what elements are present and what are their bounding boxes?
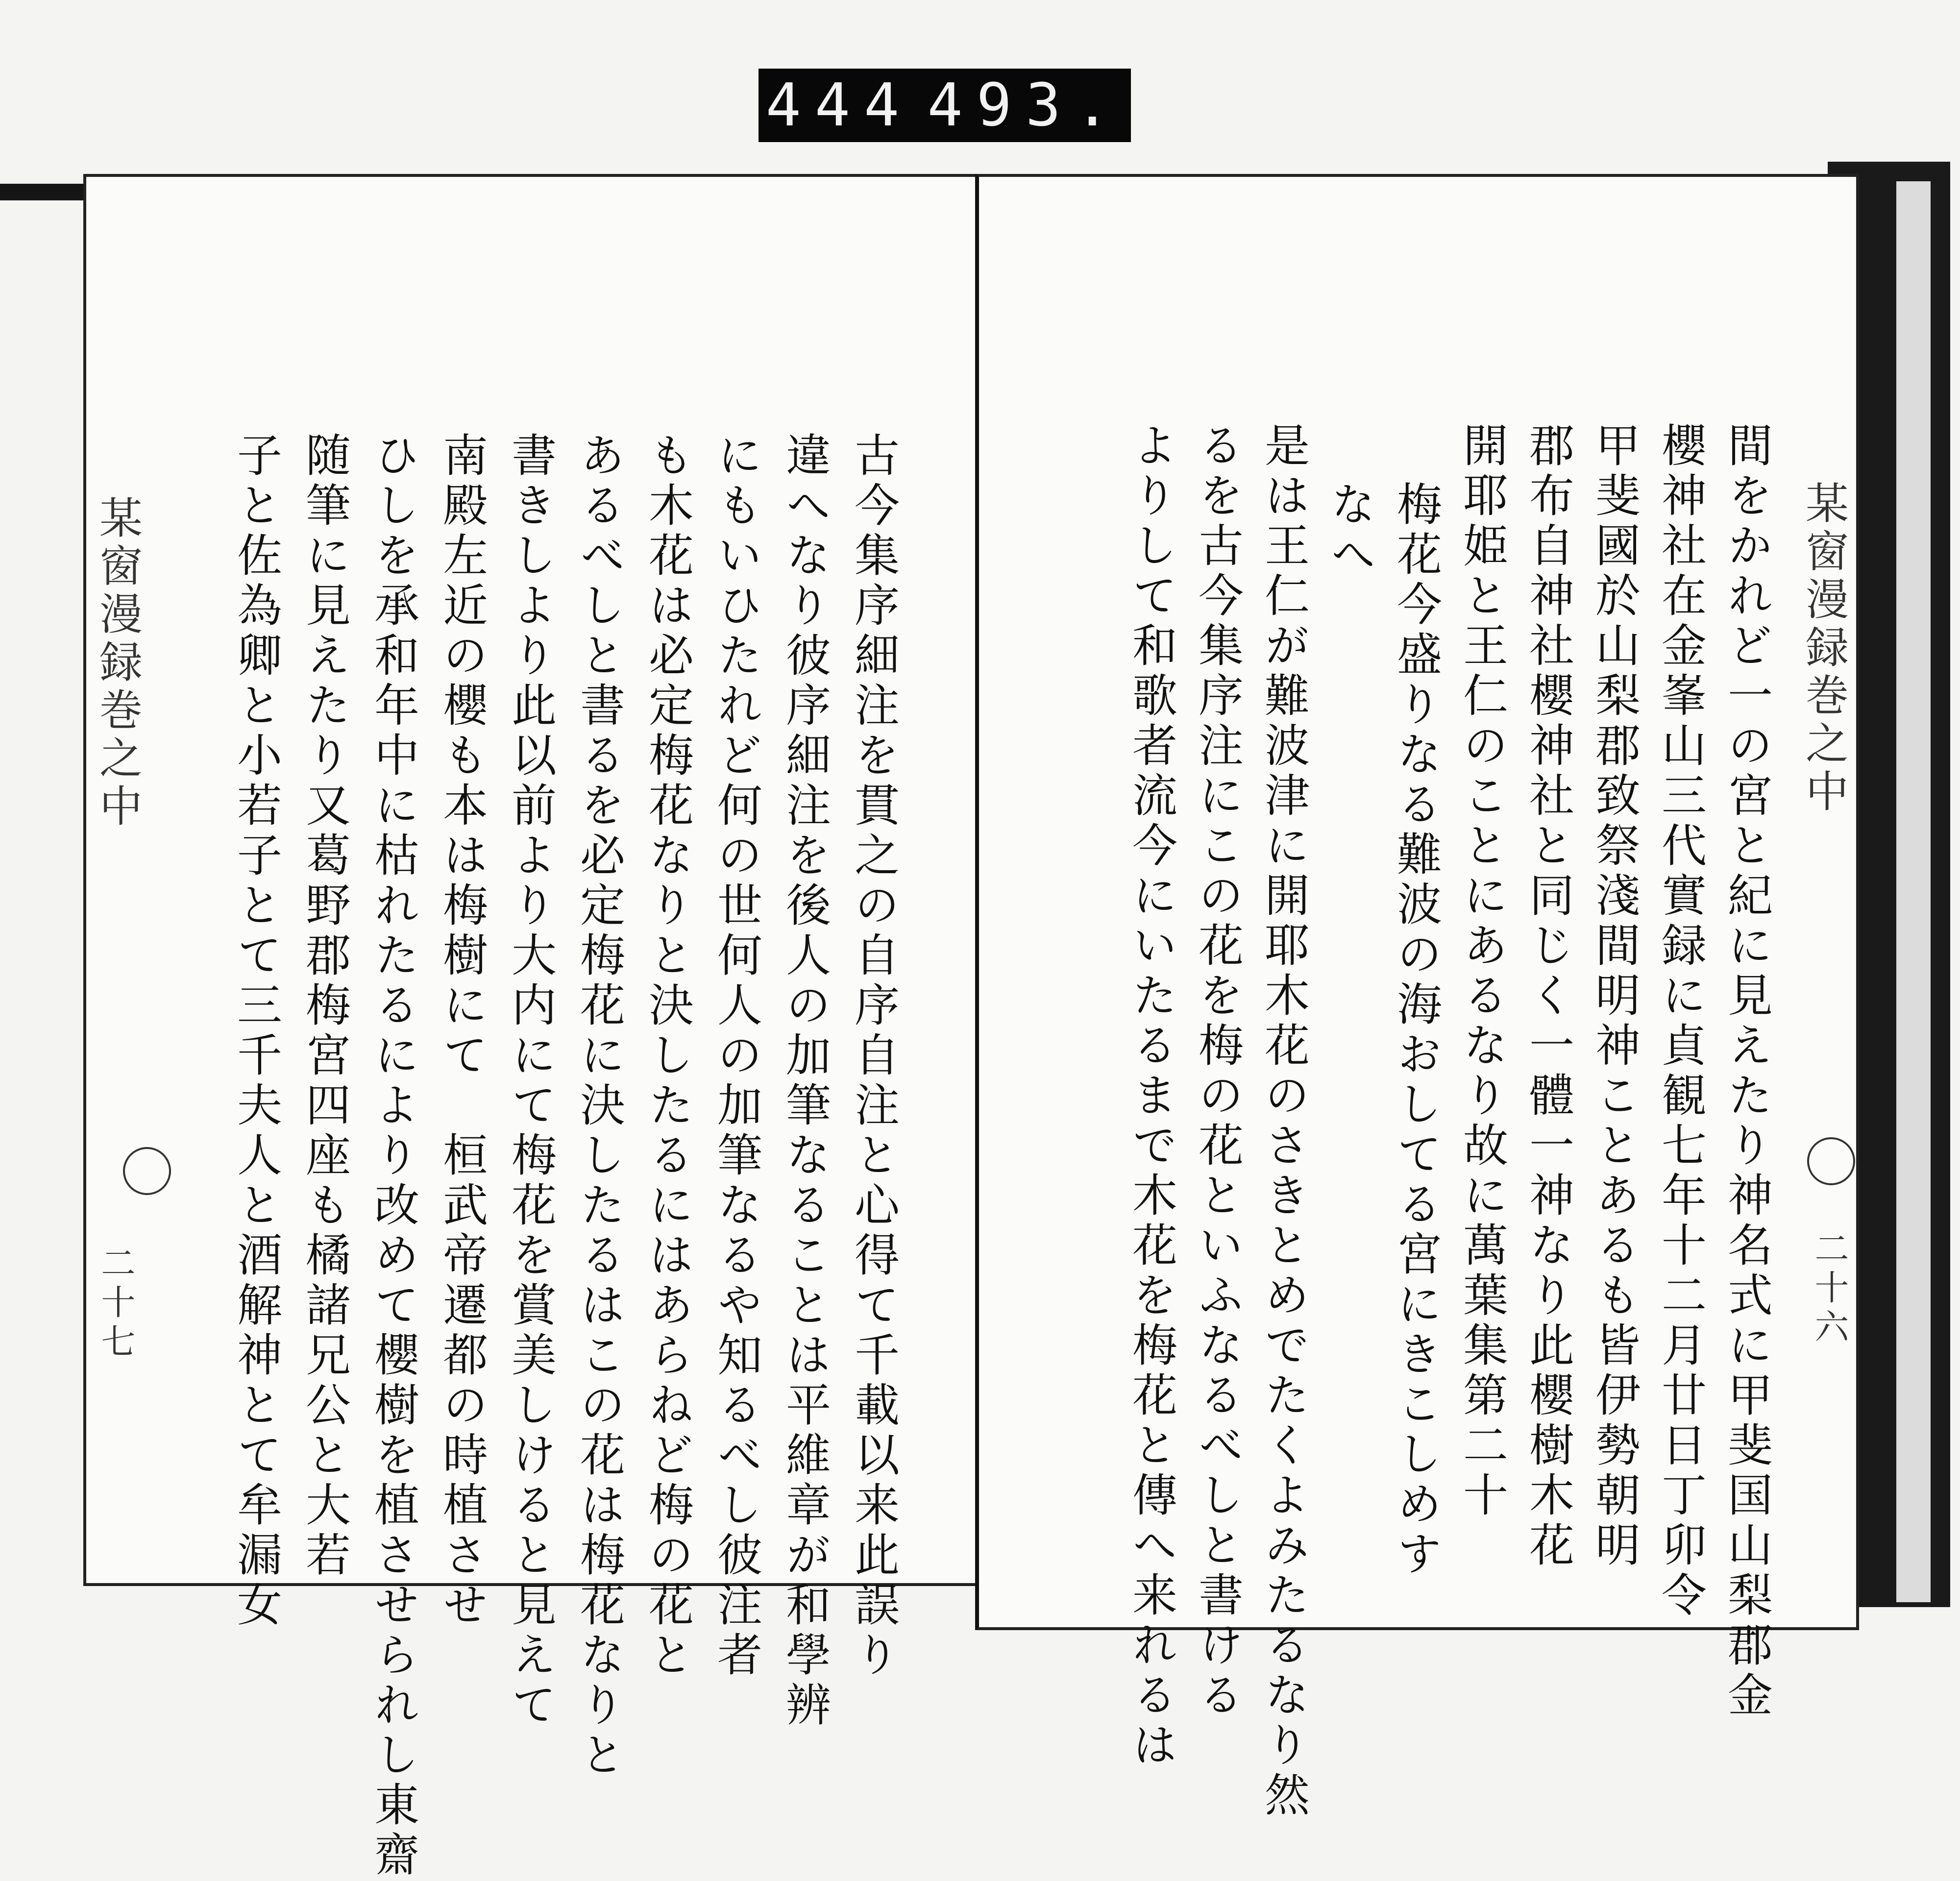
- right-col-6: 梅花今盛りなる難波の海おしてる宮にきこしめす: [1390, 481, 1442, 1580]
- book-spread: [54, 162, 1931, 1881]
- right-col-1: 間をかれど一の宮と紀に見えたり神名式に甲斐国山梨郡金: [1720, 422, 1773, 1721]
- archive-number-label: [759, 69, 1131, 142]
- binding-hole: [1807, 1137, 1855, 1185]
- left-col-8: ひしを承和年中に枯れたるにより改めて櫻樹を植させられし東齋: [367, 432, 419, 1881]
- right-col-5: 開耶姫と王仁のことにあるなり故に萬葉集第二十: [1456, 422, 1508, 1521]
- left-col-5: あるべしと書るを必定梅花に決したるはこの花は梅花なりと: [573, 432, 625, 1781]
- label-left-number: 444: [765, 71, 913, 140]
- right-page-header: 某窗漫録巻之中: [1799, 481, 1849, 817]
- right-page-folio: 二十六: [1809, 1230, 1849, 1348]
- right-col-4: 郡布自神社櫻神社と同じく一體一神なり此櫻樹木花: [1522, 422, 1574, 1571]
- page-edges-right: [1896, 181, 1931, 1602]
- left-page-header: 某窗漫録巻之中: [93, 495, 143, 831]
- left-col-9: 随筆に見えたり又葛野郡梅宮四座も橘諸兄公と大若: [298, 432, 351, 1581]
- left-col-3: にもいひたれど何の世何人の加筆なるや知るべし彼注者: [710, 432, 762, 1681]
- right-col-8: 是は王仁が難波津に開耶木花のさきとめでたくよみたるなり然: [1257, 422, 1310, 1821]
- binding-hole: [123, 1147, 171, 1195]
- left-col-4: も木花は必定梅花なりと決したるにはあらねど梅の花と: [641, 432, 694, 1681]
- left-col-7: 南殿左近の櫻も本は梅樹にて 桓武帝遷都の時植させ: [436, 432, 488, 1631]
- label-right-number: 493.: [927, 71, 1124, 140]
- left-col-2: 違へなり彼序細注を後人の加筆なることは平維章が和學辨: [779, 432, 831, 1731]
- left-col-6: 書きしより此以前より大内にて梅花を賞美しけると見えて: [504, 432, 557, 1731]
- left-page: [83, 174, 983, 1881]
- left-col-10: 子と佐為卿と小若子とて三千夫人と酒解神とて牟漏女: [230, 432, 282, 1631]
- right-col-10: よりして和歌者流今にいたるまで木花を梅花と傳へ来れるは: [1125, 422, 1177, 1771]
- right-page: [975, 174, 1859, 1821]
- right-col-7: なへ: [1323, 481, 1376, 581]
- left-page-folio: 二十七: [96, 1245, 136, 1363]
- right-col-2: 櫻神社在金峯山三代實録に貞観七年十二月廿日丁卯令: [1654, 422, 1707, 1621]
- right-col-3: 甲斐國於山梨郡致祭淺間明神ことあるも皆伊勢朝明: [1588, 422, 1641, 1571]
- right-col-9: るを古今集序注にこの花を梅の花といふなるべしと書ける: [1191, 422, 1244, 1721]
- left-col-1: 古今集序細注を貫之の自序自注と心得て千載以来此誤り: [847, 432, 900, 1681]
